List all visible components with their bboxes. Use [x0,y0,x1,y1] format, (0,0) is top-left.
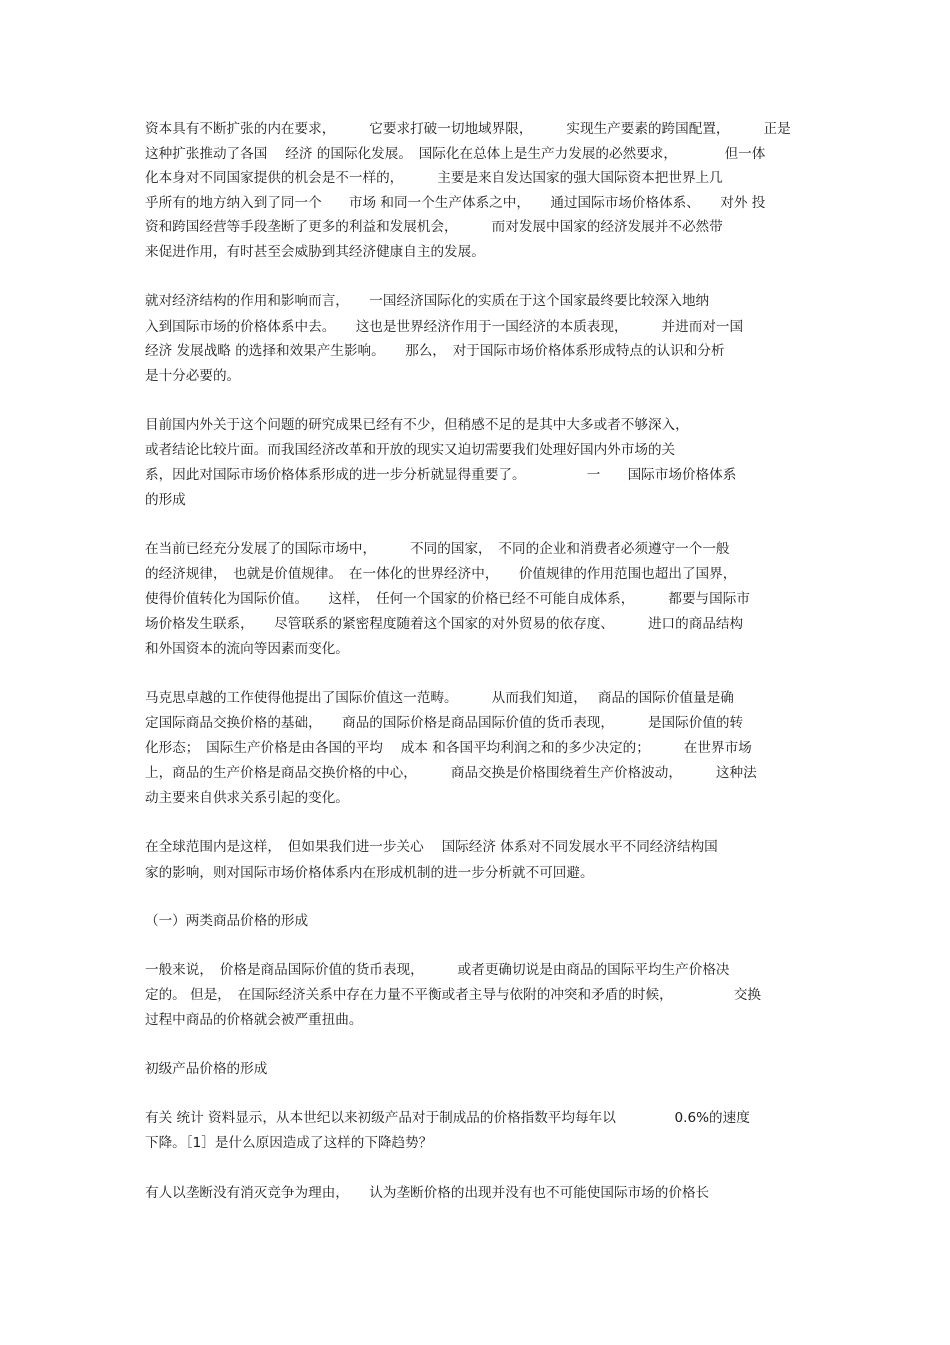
text-line: 在全球范围内是这样， 但如果我们进一步关心 国际经济 体系对不同发展水平不同经济结构国 [145,839,718,855]
text-line: 过程中商品的价格就会被严重扭曲。 [145,1012,363,1028]
text-line: 化形态； 国际生产价格是由各国的平均 成本 和各国平均利润之和的多少决定的； 在世界市场 [145,740,752,756]
text-line: 有关 统计 资料显示，从本世纪以来初级产品对于制成品的价格指数平均每年以 0.6%的速度 [145,1110,750,1126]
text-line: 场价格发生联系， 尽管联系的紧密程度随着这个国家的对外贸易的依存度、 进口的商品结构 [145,616,744,632]
text-line: 资本具有不断扩张的内在要求， 它要求打破一切地域界限， 实现生产要素的跨国配置， 正是 [145,121,791,137]
text-line: 经济 发展战略 的选择和效果产生影响。 那么， 对于国际市场价格体系形成特点的认识和分析 [145,343,725,359]
text-line: 马克思卓越的工作使得他提出了国际价值这一范畴。 从而我们知道， 商品的国际价值量是确 [145,690,734,706]
text-line: 在当前已经充分发展了的国际市场中， 不同的国家， 不同的企业和消费者必须遵守一个一般 [145,541,730,557]
text-line: 乎所有的地方纳入到了同一个 市场 和同一个生产体系之中， 通过国际市场价格体系、 对外 投 [145,195,766,211]
text-line: 或者结论比较片面。而我国经济改革和开放的现实又迫切需要我们处理好国内外市场的关 [145,442,676,458]
subsection-heading: 初级产品价格的形成 [145,1061,268,1077]
text-line: 有人以垄断没有消灭竞争为理由， 认为垄断价格的出现并没有也不可能使国际市场的价格长 [145,1185,710,1201]
text-line: 化本身对不同国家提供的机会是不一样的， 主要是来自发达国家的强大国际资本把世界上几 [145,170,723,186]
text-line: 和外国资本的流向等因素而变化。 [145,641,349,657]
text-line: 下降。［1］是什么原因造成了这样的下降趋势？ [145,1135,433,1151]
text-line: 使得价值转化为国际价值。 这样， 任何一个国家的价格已经不可能自成体系， 都要与国际市 [145,591,750,607]
text-line: 定国际商品交换价格的基础， 商品的国际价格是商品国际价值的货币表现， 是国际价值的转 [145,715,744,731]
text-line: 资和跨国经营等手段垄断了更多的利益和发展机会， 而对发展中国家的经济发展并不必然带 [145,219,723,235]
section-heading: （一）两类商品价格的形成 [145,913,309,929]
text-line: 动主要来自供求关系引起的变化。 [145,790,349,806]
text-line: 家的影响，则对国际市场价格体系内在形成机制的进一步分析就不可回避。 [145,865,594,881]
text-line: 系，因此对国际市场价格体系形成的进一步分析就显得重要了。 一 国际市场价格体系 [145,467,737,483]
text-line: 这种扩张推动了各国 经济 的国际化发展。 国际化在总体上是生产力发展的必然要求， 但一体 [145,146,766,162]
text-line: 目前国内外关于这个问题的研究成果已经有不少，但稍感不足的是其中大多或者不够深入， [145,417,689,433]
text-line: 就对经济结构的作用和影响而言， 一国经济国际化的实质在于这个国家最终要比较深入地纳 [145,293,710,309]
text-line: 是十分必要的。 [145,368,241,384]
text-line: 定的。 但是， 在国际经济关系中存在力量不平衡或者主导与依附的冲突和矛盾的时候， 交换 [145,987,762,1003]
text-line: 入到国际市场的价格体系中去。 这也是世界经济作用于一国经济的本质表现， 并进而对一国 [145,319,744,335]
text-line: 来促进作用，有时甚至会威胁到其经济健康自主的发展。 [145,244,485,260]
text-line: 的形成 [145,492,186,508]
text-line: 一般来说， 价格是商品国际价值的货币表现， 或者更确切说是由商品的国际平均生产价格决 [145,962,730,978]
text-line: 的经济规律， 也就是价值规律。 在一体化的世界经济中， 价值规律的作用范围也超出了国界， [145,566,737,582]
text-line: 上，商品的生产价格是商品交换价格的中心， 商品交换是价格围绕着生产价格波动， 这种法 [145,765,757,781]
